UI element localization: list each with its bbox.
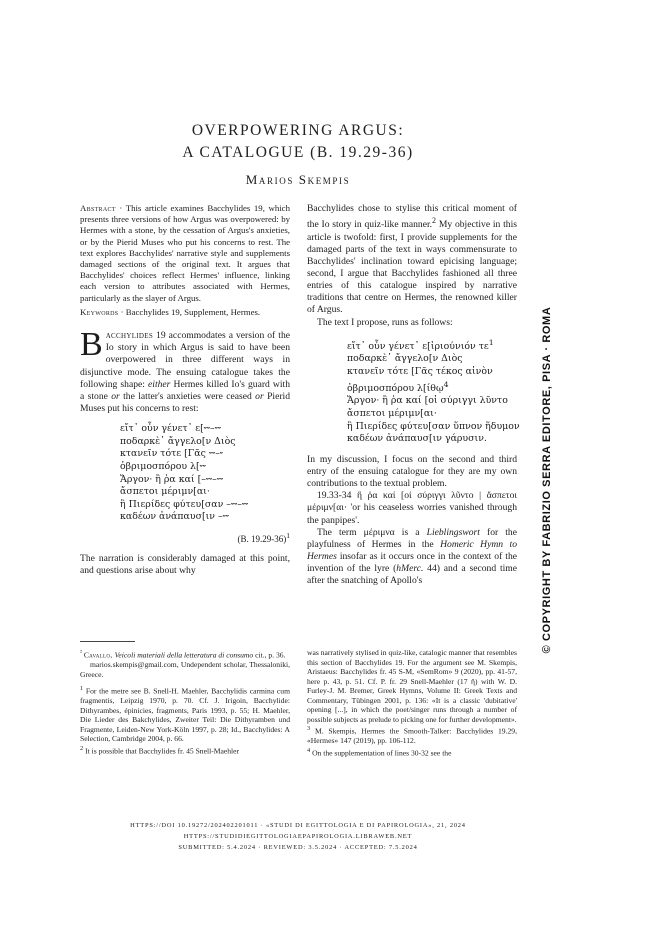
- verse-line: ποδαρκὲ᾽ ἄγγελο[ν Διὸς: [347, 353, 463, 365]
- right-paragraph-1: [307, 203, 517, 317]
- verse-reference: [80, 530, 290, 545]
- footnote-number: 4: [307, 746, 311, 754]
- article-title-line2: A CATALOGUE (B. 19.29-36): [182, 144, 414, 161]
- footnote-mark: 4: [443, 379, 449, 389]
- footnotes-left: [80, 648, 290, 756]
- footnotes-right: [307, 648, 517, 758]
- verse-line: [347, 337, 517, 354]
- footnote-text: For the metre see B. Snell-H. Maehler, Bacchylidis carmina cum fragmentis, Leipzig 1970, p. 70. Cf. J. Irigoin, Bacchylide: Dithyrambes, épinicies, fragments, Paris 1993, p. 55; H. Maehler, Die Lieder des Bakchylides, Zweiter Teil: Die Dithyramben und Fragmente, Leiden-New York-Köln 1997, p. 28; Id., Bacchylides: A Selection, Cambridge 2004, p. 66.: [80, 686, 290, 744]
- right-p1-text: Bacchylides chose to stylise this critical moment of the Io story in quiz-like manner.: [307, 203, 517, 231]
- footnote: $^{^2}$ Cavallo, Veicoli materiali della letteratura di consumo cit., p. 36.: [80, 649, 286, 660]
- left-column: [80, 203, 290, 577]
- intro-text: 19 accommodates a version of the Io story in which Argus is said to have been overpowered in three different ways in disjunctive mode. The ensuing catalogue takes the following shape:: [80, 330, 290, 390]
- verse-block-2: [347, 337, 520, 446]
- right-paragraph-3: The text I propose, runs as follows:: [317, 316, 453, 328]
- footnote-text: M. Skempis, Hermes the Smooth-Talker: Bacchylides 19.29, «Hermes» 147 (2019), pp. 106-112.: [307, 726, 517, 746]
- footer-dates: SUBMITTED: 5.4.2024 · REVIEWED: 3.5.2024 · ACCEPTED: 7.5.2024: [178, 844, 418, 851]
- intro-paragraph: [80, 326, 290, 415]
- lieblingswort: Lieblingswort: [426, 526, 480, 538]
- intro-or2: or: [255, 390, 264, 402]
- copyright-notice: © COPYRIGHT BY FABRIZIO SERRA EDITORE, PISA · ROMA: [541, 306, 553, 654]
- right-p6-c: insofar as it occurs once in the context of the invention of the lyre (: [307, 551, 517, 575]
- article-title-line1: OVERPOWERING ARGUS:: [191, 122, 405, 139]
- right-paragraph-6: [307, 527, 517, 588]
- footnote-2: [80, 744, 290, 756]
- right-column: [307, 203, 520, 587]
- right-p6-b: for the playfulness of Hermes in the: [307, 526, 517, 550]
- fn-text: cit., p. 36.: [253, 650, 286, 660]
- intro-smallcaps: acchylides: [105, 330, 154, 342]
- right-p6-a: The term μέριμνα is a: [317, 526, 427, 538]
- verse-line: ποδαρκὲ᾽ ἄγγελο[ν Διὸς: [120, 435, 236, 447]
- verse-text: ὀβριμοσπόρου λ[ίθῳ: [347, 382, 444, 394]
- footnote-2-cont: was narratively stylised in quiz-like, catalogic manner that resembles this section of Bacchylides 19. For the argument see M. Skempis, Aristaeus: Bacchylides fr. 45 S-M, «SemRom» 9 (2020), pp. 41-57, here p. 43, p. 51. Cf. P. fr. 29 Snell-Maehler (17 ἢ) with W. D. Furley-J. M. Bremer, Greek Hymns, Volume II: Greek Texts and Commentary, Tübingen 2001, p. 136: «It is a classic 'dubitative' opening [...], in which the poet/singer runs through a number of possible subjects as prelude to picking one for further development».: [307, 648, 517, 724]
- verse-line: Ἄργον· ἢ ῥα καί [οἱ σύριγγι λῦντο: [347, 395, 508, 407]
- intro-or: or: [111, 390, 120, 402]
- footnote-number: 1: [80, 685, 84, 693]
- fn-title: Veicoli materiali della letteratura di consumo: [114, 650, 254, 660]
- verse-line: καδέων ἀνάπαυσ[ιν –⏑⏑: [120, 511, 229, 523]
- intro-text2: Hermes killed Io's guard with a stone: [80, 378, 290, 402]
- verse-ref-text: (B. 19.29-36): [237, 533, 287, 544]
- hmerc: hMerc.: [396, 563, 424, 575]
- verse-text: εἴτ᾽ οὖν γένετ᾽ ε[ἰριούνιόν τε: [347, 340, 489, 352]
- right-paragraph-4: In my discussion, I focus on the second and third entry of the ensuing catalogue for they are my own contributions to the textual problem.: [307, 453, 517, 490]
- verse-line: καδέων ἀνάπαυσ[ιν γάρυσιν.: [347, 433, 487, 445]
- footnote-mark: 2: [432, 216, 437, 226]
- footer-url: HTTPS://STUDIDIEGITTOLOGIAEPAPIROLOGIA.LIBRAWEB.NET: [183, 833, 413, 840]
- hymn-title: Homeric Hymn to Hermes: [307, 538, 517, 562]
- intro-text3: the latter's anxieties were ceased: [119, 390, 256, 402]
- keywords-text: · Bacchylides 19, Supplement, Hermes.: [120, 306, 261, 317]
- right-p6-d: 44) and a second time after the snatching of Apollo's: [307, 563, 517, 587]
- verse-line: ἄσπετοι μέριμν[αι·: [120, 486, 210, 498]
- footnote-1: [80, 684, 290, 744]
- verse-line: εἴτ᾽ οὖν γένετ᾽ ε[⏑⏑–⏑⏑: [120, 423, 221, 435]
- footnote-text: It is possible that Bacchylides fr. 45 Snell-Maehler: [83, 746, 240, 756]
- footnote-mark: 1: [286, 530, 290, 540]
- abstract: [80, 203, 290, 304]
- footnote-mark: 1: [488, 337, 494, 347]
- footnote-text: On the supplementation of lines 30-32 see the: [310, 748, 452, 758]
- fn-author: Cavallo,: [83, 650, 115, 660]
- drop-cap: B: [80, 326, 103, 364]
- footnote-number: 3: [307, 725, 311, 732]
- verse-line: κτανεῖν τότε [Γᾶς τέκος αἰνὸν: [347, 366, 493, 378]
- footnote-email: marios.skempis@gmail.com, Undependent scholar, Thessaloniki, Greece.: [80, 660, 290, 679]
- verse-line: [347, 379, 517, 396]
- right-paragraph-5: 19.33-34 ἢ ῥα καί [οἱ σύριγγι λῦντο | ἄσπετοι μέριμν[αι· 'or his ceaseless worries vanished through the panpipes'.: [307, 490, 517, 526]
- footnote-4: [307, 746, 517, 758]
- verse-line: Ἄργον· ἢ ῥα καί [–⏑⏑–⏑⏑: [120, 473, 224, 485]
- author-name: Marios Skempis: [245, 172, 351, 187]
- keywords: [80, 307, 290, 318]
- verse-line: ἢ Πιερίδες φύτευ[σαν –⏑⏑–⏑⏑: [120, 498, 249, 510]
- abstract-label: Abstract: [80, 203, 116, 213]
- intro-either: either: [148, 378, 171, 390]
- narration-paragraph: The narration is considerably damaged at this point, and questions arise about why: [80, 553, 290, 577]
- verse-line: κτανεῖν τότε [Γᾶς ⏑⏑–⏑: [120, 448, 223, 460]
- keywords-label: Keywords: [80, 306, 119, 317]
- footnote-rule: [80, 641, 135, 642]
- verse-line: ὀβριμοσπόρου λ[⏑⏑: [120, 460, 206, 472]
- intro-text4: Pierid Muses put his concerns to rest:: [80, 390, 290, 414]
- verse-line: ἢ Πιερίδες φύτευ[σαν ὕπνον ἥδυμον: [347, 420, 520, 432]
- verse-line: ἄσπετοι μέριμν[αι·: [347, 407, 437, 419]
- footer-doi: HTTPS://DOI 10.19272/202402201011 · «STUDI DI EGITTOLOGIA E DI PAPIROLOGIA», 21, 2024: [130, 822, 466, 829]
- footnote-3: [307, 724, 517, 746]
- footnote-number: 2: [80, 744, 84, 752]
- right-p2-text: My objective in this article is twofold: first, I provide supplements for the damaged parts of the text in ways commensurate to Bacchylides' inclination toward epicising language; second, I argue that Bacchylides fashioned all three entries of this catalogue inspired by narrative traditions that centre on Hermes, the renowned killer of Argus.: [307, 219, 517, 316]
- abstract-text: · This article examines Bacchylides 19, which presents three versions of how Argus was overpowered: by Hermes with a stone, by the cessation of Argus's anxieties, or by the Pierid Muses who put his concerns to rest. The text explores Bacchylides' narrative style and supplements damaged sections of the original text. It argues that Bacchylides' choices reflect Hermes' influence, linking each version to attributes associated with Hermes, particularly as the slayer of Argus.: [80, 203, 290, 303]
- verse-block-1: [120, 423, 290, 524]
